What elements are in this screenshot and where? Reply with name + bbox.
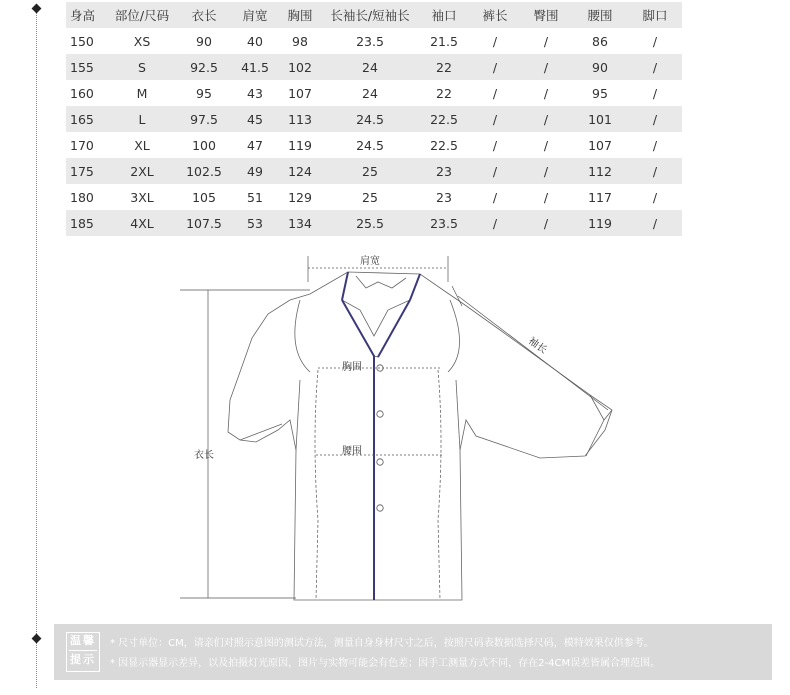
- table-cell: /: [492, 137, 498, 153]
- notice-line-1: * 尺寸单位：CM，请亲们对照示意图的测试方法，测量自身身材尺寸之后，按照尺码表数据选择尺码，模特效果仅供参考。: [110, 638, 654, 649]
- table-cell: /: [652, 59, 658, 75]
- table-cell: 51: [247, 189, 263, 205]
- table-cell: 24: [362, 59, 378, 75]
- table-cell: /: [652, 33, 658, 49]
- table-cell: 43: [247, 85, 263, 101]
- table-cell: 102: [288, 59, 312, 75]
- chest-label: 胸围: [342, 362, 362, 373]
- table-cell: /: [492, 111, 498, 127]
- table-cell: /: [492, 163, 498, 179]
- column-header: 衣长: [191, 8, 217, 23]
- table-cell: 2XL: [130, 163, 154, 179]
- table-cell: 24: [362, 85, 378, 101]
- table-cell: 155: [70, 59, 94, 75]
- column-header: 长袖长/短袖长: [330, 8, 410, 23]
- table-cell: /: [543, 215, 549, 231]
- table-cell: /: [543, 111, 549, 127]
- table-cell: 90: [592, 59, 608, 75]
- table-cell: 100: [192, 137, 216, 153]
- waist-label: 腰围: [342, 446, 362, 457]
- notice-badge-line2: 提示: [70, 653, 96, 666]
- table-cell: /: [652, 85, 658, 101]
- table-cell: M: [136, 85, 148, 101]
- table-cell: 22: [436, 85, 452, 101]
- column-header: 胸围: [287, 8, 313, 23]
- table-cell: 4XL: [130, 215, 154, 231]
- table-cell: /: [652, 189, 658, 205]
- table-cell: 95: [196, 85, 212, 101]
- table-cell: /: [492, 33, 498, 49]
- table-cell: 107: [288, 85, 312, 101]
- table-cell: 23.5: [430, 215, 458, 231]
- table-cell: S: [138, 59, 146, 75]
- placket-trim: [342, 272, 420, 600]
- table-cell: 25: [362, 189, 378, 205]
- notice-box: [54, 624, 772, 680]
- table-cell: 97.5: [190, 111, 218, 127]
- table-cell: /: [543, 163, 549, 179]
- table-cell: 175: [70, 163, 94, 179]
- table-cell: 92.5: [190, 59, 218, 75]
- notice-badge-line1: 温馨: [70, 634, 96, 647]
- table-cell: 24.5: [356, 111, 384, 127]
- table-cell: 24.5: [356, 137, 384, 153]
- table-cell: /: [543, 189, 549, 205]
- table-cell: 40: [247, 33, 263, 49]
- table-cell: 22: [436, 59, 452, 75]
- table-cell: 95: [592, 85, 608, 101]
- table-cell: 25.5: [356, 215, 384, 231]
- table-cell: 22.5: [430, 111, 458, 127]
- table-cell: 160: [70, 85, 94, 101]
- column-header: 脚口: [642, 8, 668, 23]
- notice-badge: [66, 632, 100, 672]
- table-cell: 101: [588, 111, 612, 127]
- table-cell: 124: [288, 163, 312, 179]
- table-cell: 23.5: [356, 33, 384, 49]
- table-cell: 47: [247, 137, 263, 153]
- coat-outline: [228, 272, 612, 600]
- table-cell: 113: [288, 111, 312, 127]
- table-cell: 25: [362, 163, 378, 179]
- column-header: 部位/尺码: [114, 8, 170, 23]
- table-cell: 129: [288, 189, 312, 205]
- shoulder-label: 肩宽: [360, 256, 380, 267]
- table-cell: L: [138, 111, 146, 127]
- column-header: 裤长: [482, 8, 508, 23]
- table-cell: 117: [588, 189, 612, 205]
- table-cell: /: [652, 163, 658, 179]
- table-cell: 45: [247, 111, 263, 127]
- column-header: 腰围: [587, 8, 613, 23]
- table-cell: 102.5: [186, 163, 222, 179]
- table-cell: /: [492, 215, 498, 231]
- table-cell: 134: [288, 215, 312, 231]
- table-cell: 49: [247, 163, 263, 179]
- table-cell: 165: [70, 111, 94, 127]
- table-cell: 180: [70, 189, 94, 205]
- table-cell: 86: [592, 33, 608, 49]
- table-cell: 22.5: [430, 137, 458, 153]
- table-cell: /: [492, 189, 498, 205]
- table-cell: 150: [70, 33, 94, 49]
- table-cell: XS: [133, 33, 151, 49]
- column-header: 臀围: [533, 8, 559, 23]
- table-cell: /: [543, 33, 549, 49]
- buttons: [377, 365, 383, 511]
- table-cell: 3XL: [130, 189, 154, 205]
- column-header: 身高: [70, 8, 96, 23]
- table-cell: 90: [196, 33, 212, 49]
- table-cell: 23: [436, 189, 452, 205]
- table-cell: 41.5: [241, 59, 269, 75]
- table-cell: /: [652, 111, 658, 127]
- table-cell: 119: [288, 137, 312, 153]
- table-cell: XL: [134, 137, 150, 153]
- table-cell: /: [492, 85, 498, 101]
- table-cell: 98: [292, 33, 308, 49]
- table-cell: 21.5: [430, 33, 458, 49]
- table-cell: 23: [436, 163, 452, 179]
- table-cell: /: [492, 59, 498, 75]
- notice-line-2: * 因显示器显示差异，以及拍摄灯光原因，图片与实物可能会有色差；因手工测量方式不同，存在2-4CM误差皆属合理范围。: [110, 658, 661, 669]
- table-cell: 53: [247, 215, 263, 231]
- length-label: 衣长: [194, 450, 214, 461]
- column-header: 肩宽: [242, 8, 268, 23]
- table-cell: /: [652, 137, 658, 153]
- table-cell: 105: [192, 189, 216, 205]
- table-cell: 185: [70, 215, 94, 231]
- table-cell: 119: [588, 215, 612, 231]
- table-cell: /: [543, 137, 549, 153]
- column-header: 袖口: [431, 8, 457, 23]
- table-cell: /: [652, 215, 658, 231]
- table-cell: /: [543, 59, 549, 75]
- sleeve-label: 袖长: [526, 335, 549, 357]
- table-cell: /: [543, 85, 549, 101]
- table-cell: 107: [588, 137, 612, 153]
- table-cell: 112: [588, 163, 612, 179]
- table-cell: 107.5: [186, 215, 222, 231]
- table-cell: 170: [70, 137, 94, 153]
